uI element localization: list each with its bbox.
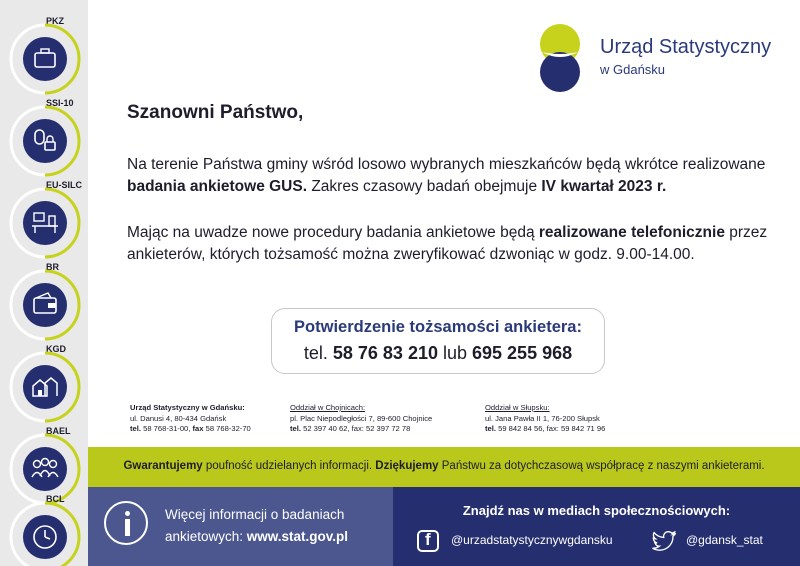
suitcase-icon [8, 22, 82, 96]
institution-logo [540, 22, 780, 94]
more-info-panel [88, 487, 393, 566]
survey-sidebar [0, 0, 88, 566]
phone-number-2[interactable]: 695 255 968 [472, 343, 573, 363]
twitter-icon[interactable] [651, 531, 679, 553]
wallet-icon [8, 268, 82, 342]
more-info-line2 [165, 529, 348, 544]
fax-label: fax [192, 424, 204, 433]
address-head: Urząd Statystyczny w Gdańsku: [130, 403, 245, 412]
text-run: Na terenie Państwa gminy wśród losowo wybranych mieszkańców będą wkrótce realizowane [127, 156, 766, 173]
address-chojnice [290, 403, 432, 435]
text-run: przez ankieterów, których tożsamość można zweryfikować dzwoniąc w godz. 9.00-14.00. [127, 224, 768, 263]
phone-separator: lub [437, 343, 473, 363]
address-gdansk [130, 403, 251, 435]
survey-code: EU-SILC [46, 180, 82, 190]
address-street: ul. Danusi 4, 80-434 Gdańsk [130, 413, 227, 423]
address-slupsk [485, 403, 605, 435]
text-run: poufność udzielanych informacji. [202, 460, 376, 472]
survey-item-ssi10 [0, 96, 88, 176]
verification-box [271, 308, 605, 374]
survey-code: BCL [46, 494, 65, 504]
facebook-icon[interactable]: f [417, 530, 439, 552]
mouse-lock-icon [8, 104, 82, 178]
survey-item-bcl [0, 492, 88, 566]
phone-number-1[interactable]: 58 76 83 210 [332, 343, 438, 363]
info-icon [104, 501, 148, 545]
tel-value: 52 397 40 62, fax: 52 397 72 78 [300, 424, 411, 433]
tel-label: tel. [130, 424, 141, 433]
text-run: Zakres czasowy badań obejmuje [307, 178, 542, 195]
social-media-panel [393, 487, 800, 566]
verification-phones [272, 343, 604, 364]
tel-value: 59 842 84 56, fax: 59 842 71 96 [495, 424, 606, 433]
logo-emblem-icon [540, 22, 596, 94]
address-contact [290, 424, 432, 435]
paragraph-phone-info [127, 222, 787, 266]
survey-code: KGD [46, 344, 66, 354]
survey-item-kgd [0, 342, 88, 422]
tel-value: 58 768-31-00, [140, 424, 193, 433]
text-bold: Gwarantujemy [123, 460, 203, 472]
phone-prefix: tel. [303, 343, 333, 363]
survey-code: BR [46, 262, 59, 272]
survey-item-eu-silc [0, 178, 88, 258]
home-office-icon [8, 186, 82, 260]
address-street: pl. Plac Niepodległości 7, 89-600 Chojnice [290, 413, 433, 423]
tel-label: tel. [485, 424, 496, 433]
more-info-line1: Więcej informacji o badaniach [165, 507, 345, 522]
survey-code: BAEL [46, 426, 71, 436]
website-link[interactable]: www.stat.gov.pl [246, 529, 349, 544]
address-street: ul. Jana Pawła II 1, 76-200 Słupsk [485, 413, 600, 423]
survey-code: SSI-10 [46, 98, 74, 108]
confidentiality-text [88, 460, 800, 472]
confidentiality-band [88, 447, 800, 487]
address-head: Oddział w Słupsku: [485, 403, 550, 412]
address-contact [130, 424, 251, 435]
text-bold: realizowane telefonicznie [538, 224, 725, 241]
greeting: Szanowni Państwo, [127, 102, 304, 123]
houses-icon [8, 350, 82, 424]
clock-icon [8, 500, 82, 566]
survey-code: PKZ [46, 16, 64, 26]
text-bold: badania ankietowe GUS. [127, 178, 308, 195]
text-run: Mając na uwadze nowe procedury badania ankietowe będą [127, 224, 539, 241]
verification-title: Potwierdzenie tożsamości ankietera: [294, 318, 582, 336]
survey-item-pkz [0, 14, 88, 94]
logo-title: Urząd Statystyczny [600, 36, 772, 58]
text-run: Państwu za dotychczasową współpracę z naszymi ankieterami. [438, 460, 765, 472]
paragraph-survey-info [127, 154, 787, 198]
text-bold: Dziękujemy [375, 460, 439, 472]
twitter-handle[interactable]: @gdansk_stat [686, 533, 763, 547]
address-contact [485, 424, 605, 435]
text-run: ankietowych: [165, 529, 247, 544]
social-title: Znajdź nas w mediach społecznościowych: [462, 503, 731, 518]
fax-value: 58 768-32-70 [203, 424, 251, 433]
tel-label: tel. [290, 424, 301, 433]
address-head: Oddział w Chojnicach: [290, 403, 366, 412]
survey-item-br [0, 260, 88, 340]
logo-subtitle: w Gdańsku [600, 62, 666, 77]
text-bold: IV kwartał 2023 r. [541, 178, 667, 195]
facebook-handle[interactable]: @urzadstatystycznywgdansku [451, 533, 613, 547]
